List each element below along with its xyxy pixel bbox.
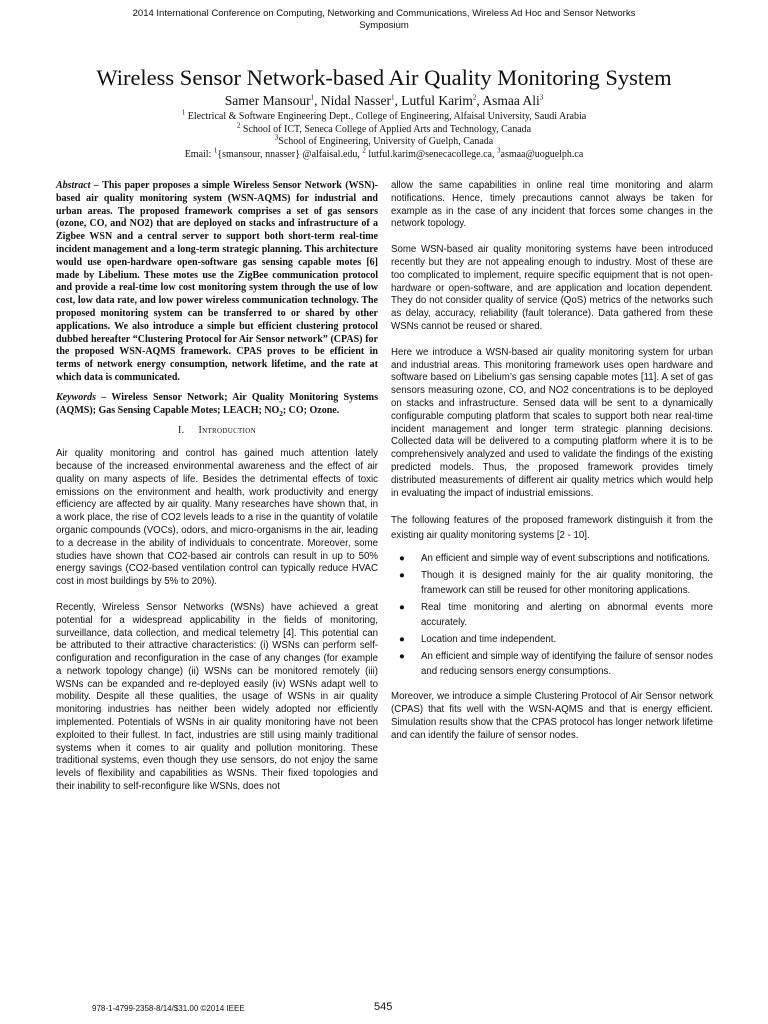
body-paragraph: Some WSN-based air quality monitoring systems have been introduced recently but they are not appealing enough to industry. Most of these are too complicated to implement, require specific equipment that is not open-hardware or open-software, and are application and location dependent. They do not consider quality of service (QoS) metrics of the networks such as delay, accuracy, reliability (fault tolerance). Data gathered from these WSNs cannot be reused or shared. xyxy=(391,244,713,332)
author-separator: , xyxy=(394,93,402,108)
intro-paragraph: Recently, Wireless Sensor Networks (WSNs) have achieved a great potential for a widespread applicability in the fields of monitoring, surveillance, data collection, and medical telemetry [4]. This potential can be attributed to their attractive characteristics: (i) WSNs can perform self-configuration and reconfiguration in the case of any changes (for example a network topology change) (ii) WSNs can be monitored remotely (iii) WSNs can be expanded and re-deployed easily (iv) WSNs adapt well to mobility. Despite all these qualities, the usage of WSNs in air quality monitoring industries has neither been widely adopted nor efficiently implemented. Potentials of WSNs in air quality monitoring have not been exploited to their fullest. In fact, industries are still using mainly traditional systems when it comes to air quality and pollution monitoring. These traditional systems, even though they use sensors, do not enjoy the same levels of flexibility and capabilities as WSNs. Their fixed topologies and their inability to self-reconfigure like WSNs, does not xyxy=(56,601,378,793)
feature-list xyxy=(391,551,713,679)
author-affiliation-mark: 3 xyxy=(539,93,544,102)
paper-title: Wireless Sensor Network-based Air Quality Monitoring System xyxy=(96,65,672,90)
affiliation-line xyxy=(20,108,748,124)
feature-item xyxy=(391,551,713,566)
conference-line-2: Symposium xyxy=(359,20,409,31)
bullet-icon: ● xyxy=(399,553,405,565)
affiliation-mark: 3 xyxy=(274,133,279,142)
right-column xyxy=(391,180,713,756)
email-line xyxy=(20,146,748,162)
keywords-text: – Wireless Sensor Network; Air Quality Monitoring Systems (AQMS); Gas Sensing Capable Motes; LEACH; NO xyxy=(56,391,378,416)
section-heading-introduction xyxy=(56,425,378,438)
abstract-label: Abstract – xyxy=(56,180,103,191)
author-name: Nidal Nasser xyxy=(320,93,391,108)
author-affiliation-mark: 2 xyxy=(472,93,477,102)
author-list xyxy=(20,92,748,110)
page-number: 545 xyxy=(374,1001,393,1013)
body-paragraph: The following features of the proposed framework distinguish it from the existing air quality monitoring systems [2 - 10]. xyxy=(391,515,713,542)
affiliation-mark: 1 xyxy=(181,108,186,117)
feature-text: An efficient and simple way of event subscriptions and notifications. xyxy=(421,553,710,565)
feature-item xyxy=(391,568,713,598)
email-label: Email: xyxy=(184,148,214,160)
affiliation-line xyxy=(20,133,748,149)
email-mark: 1 xyxy=(213,146,218,155)
abstract-text: This paper proposes a simple Wireless Sensor Network (WSN)-based air quality monitoring system (WSN-AQMS) for industrial and urban areas. The proposed framework comprises a set of gas sensors (ozone, CO, and NO2) that are deployed on stacks and infrastructure of a Zigbee WSN and a central server to support both short-term real-time incident management and a long-term strategic planning. This architecture would use open-hardware open-software gas sensing capable motes [6] made by Libelium. These motes use the ZigBee communication protocol and provide a real-time low cost monitoring system through the use of low cost, low data rate, and low power wireless communication technology. The proposed monitoring system can be transferred to or shared by other applications. We also introduce a simple but efficient clustering protocol dubbed hereafter “Clustering Protocol for Air Sensor network” (CPAS) for the proposed WSN-AQMS framework. CPAS proves to be efficient in terms of network energy consumption, network lifetime, and the rate at which data is communicated. xyxy=(56,180,378,383)
bullet-icon: ● xyxy=(399,634,405,646)
section-title: Introduction xyxy=(198,425,256,437)
affiliation-mark: 2 xyxy=(236,121,241,130)
body-paragraph: Moreover, we introduce a simple Clustering Protocol of Air Sensor network (CPAS) that fits well with the WSN-AQMS and that is energy efficient. Simulation results show that the CPAS protocol has longer network lifetime and can identify the failure of sensor nodes. xyxy=(391,691,713,741)
feature-item xyxy=(391,649,713,679)
email-mark: 3 xyxy=(497,146,501,155)
keywords-subscript: 2 xyxy=(279,409,283,418)
body-paragraph: allow the same capabilities in online real time monitoring and alarm notifications. Hence, timely precautions cannot always be taken for example as in the case of any incident that forces some changes in the network topology. xyxy=(391,180,713,230)
email-address: lutful.karim@senecacollege.ca, xyxy=(365,148,497,160)
body-paragraph: Here we introduce a WSN-based air quality monitoring system for urban and industrial areas. This monitoring framework uses open hardware and software based on Libelium’s gas sensing capable motes [11]. A set of gas sensors measuring ozone, CO, and NO2 concentrations is to be deployed on stacks and infrastructure. Sensed data will be sent to a dynamically configurable computing platform that scales to support both near real-time incident management and longer term strategic planning decisions. Collected data will be delivered to a computing platform where it is to be comprehensively analyzed and used to validate the findings of the existing predicted models. Thus, the proposed framework provides timely distributed measurements of different air quality metrics which would help in evaluating the impact of industrial emissions. xyxy=(391,346,713,499)
affiliations xyxy=(20,108,748,161)
keywords xyxy=(56,392,378,418)
affiliation-text: School of ICT, Seneca College of Applied Arts and Technology, Canada xyxy=(240,123,532,135)
feature-text: Location and time independent. xyxy=(421,634,557,646)
email-mark: 2 xyxy=(362,146,366,155)
author-name: Asmaa Ali xyxy=(482,93,540,108)
email-address: asmaa@uoguelph.ca xyxy=(500,148,584,160)
bullet-icon: ● xyxy=(399,651,405,663)
author-affiliation-mark: 1 xyxy=(390,93,395,102)
author-name: Samer Mansour xyxy=(224,93,311,108)
affiliation-line xyxy=(20,121,748,137)
author-separator: , xyxy=(476,93,483,108)
left-column xyxy=(56,180,378,807)
feature-text: An efficient and simple way of identifying the failure of sensor nodes and reducing sensors energy consumptions. xyxy=(421,651,713,678)
email-address: {smansour, nnasser} @alfaisal.edu, xyxy=(217,148,363,160)
bullet-icon: ● xyxy=(399,570,405,582)
conference-header xyxy=(60,8,708,32)
keywords-label: Keywords xyxy=(56,391,96,403)
feature-item xyxy=(391,632,713,647)
author-affiliation-mark: 1 xyxy=(310,93,315,102)
feature-item xyxy=(391,600,713,630)
intro-paragraph: Air quality monitoring and control has gained much attention lately because of the increased environmental awareness and the effect of air quality on many aspects of life. Besides the detrimental effects of toxic emissions on the environment and health, work productivity and energy efficiency are affected by air quality. Many researches have shown that, in a work place, the rise of CO2 levels leads to a rise in the quantity of volatile organic compounds (VOCs), odors, and micro-organisms in the air, leading to a decrease in the ability of individuals to concentrate. Moreover, some studies have shown that CO2-based air controls can result in up to 50% energy savings (CO2-based ventilation control can typically reduce HVAC cost in most buildings by 5% to 20%). xyxy=(56,448,379,588)
affiliation-text: School of Engineering, University of Guelph, Canada xyxy=(278,136,494,147)
section-number: I. xyxy=(178,425,185,437)
affiliation-text: Electrical & Software Engineering Dept., College of Engineering, Alfaisal University, Saudi Arabia xyxy=(185,111,587,122)
abstract xyxy=(56,180,378,385)
copyright-notice: 978-1-4799-2358-8/14/$31.00 ©2014 IEEE xyxy=(92,1004,245,1013)
author-separator: , xyxy=(314,93,321,108)
author-name: Lutful Karim xyxy=(401,93,473,108)
keywords-text-end: ; CO; Ozone. xyxy=(282,404,340,416)
feature-text: Real time monitoring and alerting on abnormal events more accurately. xyxy=(421,602,713,629)
conference-line-1: 2014 International Conference on Computing, Networking and Communications, Wireless Ad Hoc and Sensor Networks xyxy=(132,8,636,19)
bullet-icon: ● xyxy=(399,602,405,614)
feature-text: Though it is designed mainly for the air quality monitoring, the framework can still be reused for other monitoring applications. xyxy=(421,570,713,597)
